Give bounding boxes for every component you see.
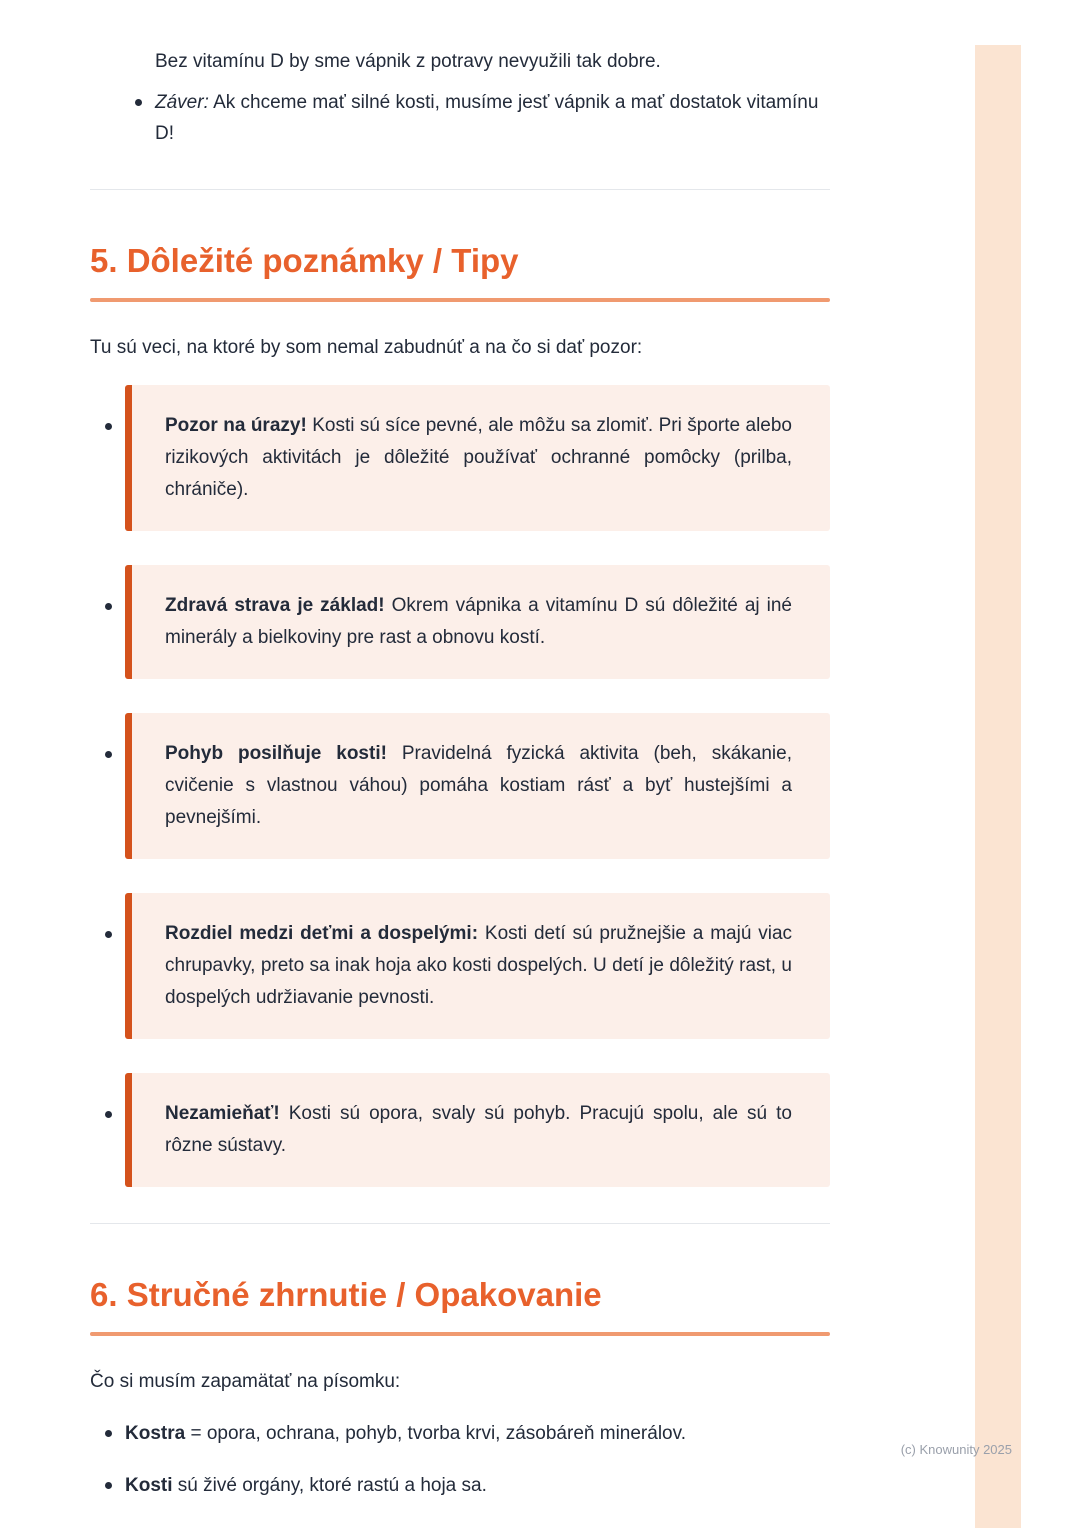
- zaver-text: Ak chceme mať silné kosti, musíme jesť vápnik a mať dostatok vitamínu D!: [155, 92, 819, 144]
- tip-callout-1: [90, 385, 830, 531]
- summary-text-2: [125, 1470, 830, 1501]
- tip-text-5: [165, 1098, 792, 1162]
- section-5-intro: Tu sú veci, na ktoré by som nemal zabudnúť a na čo si dať pozor:: [90, 337, 643, 358]
- summary-text-1: [125, 1418, 830, 1449]
- tip-body-4: Kosti detí sú pružnejšie a majú viac chrupavky, preto sa inak hoja ako kosti dospelých. U detí je dôležitý rast, u dospelých udržiavanie pevnosti.: [165, 923, 793, 1008]
- intro-list-item: [90, 87, 830, 149]
- bullet-dot: [135, 99, 142, 106]
- tip-box-2: [125, 565, 830, 679]
- tip-callout-4: [90, 893, 830, 1039]
- tip-text-1: [165, 410, 792, 506]
- tip-body-5: Kosti sú opora, svaly sú pohyb. Pracujú spolu, ale sú to rôzne sústavy.: [165, 1103, 792, 1156]
- zaver-label: Záver:: [155, 92, 209, 113]
- section-6-intro: Čo si musím zapamätať na písomku:: [90, 1371, 401, 1392]
- tip-lead-2: Zdravá strava je základ!: [165, 595, 385, 616]
- bullet-dot: [105, 931, 112, 938]
- summary-item-2: [90, 1470, 830, 1501]
- section-5-title: 5. Dôležité poznámky / Tipy: [90, 242, 519, 279]
- summary-body-1: = opora, ochrana, pohyb, tvorba krvi, zásobáreň minerálov.: [190, 1423, 686, 1444]
- bullet-dot: [105, 603, 112, 610]
- summary-lead-2: Kosti: [125, 1475, 173, 1496]
- tip-lead-1: Pozor na úrazy!: [165, 415, 307, 436]
- tip-text-2: [165, 590, 792, 654]
- tip-lead-4: Rozdiel medzi deťmi a dospelými:: [165, 923, 479, 944]
- tip-callout-5: [90, 1073, 830, 1187]
- side-accent-strip: [975, 45, 1021, 1528]
- heading-underline: [90, 298, 830, 302]
- tip-box-1: [125, 385, 830, 531]
- bullet-dot: [105, 1111, 112, 1118]
- bullet-dot: [105, 1482, 112, 1489]
- bullet-dot: [105, 1430, 112, 1437]
- tip-text-3: [165, 738, 792, 834]
- tips-list: [90, 385, 830, 1187]
- tip-callout-2: [90, 565, 830, 679]
- bullet-dot: [105, 423, 112, 430]
- tip-body-2: Okrem vápnika a vitamínu D sú dôležité aj iné minerály a bielkoviny pre rast a obnovu kostí.: [165, 595, 792, 648]
- tip-body-1: Kosti sú síce pevné, ale môžu sa zlomiť. Pri športe alebo rizikových aktivitách je dôležité používať ochranné pomôcky (prilba, chrániče).: [165, 415, 792, 500]
- tip-body-3: Pravidelná fyzická aktivita (beh, skákanie, cvičenie s vlastnou váhou) pomáha kostiam rásť a byť hustejšími a pevnejšími.: [165, 743, 793, 828]
- tip-callout-3: [90, 713, 830, 859]
- intro-continuation-line: Bez vitamínu D by sme vápnik z potravy nevyužili tak dobre.: [155, 51, 661, 72]
- section-divider: [90, 189, 830, 190]
- footer-credit: (c) Knowunity 2025: [900, 1442, 1012, 1457]
- tip-text-4: [165, 918, 792, 1014]
- summary-lead-1: Kostra: [125, 1423, 186, 1444]
- page-content: [90, 0, 830, 1501]
- tip-box-5: [125, 1073, 830, 1187]
- heading-underline: [90, 1332, 830, 1336]
- section-6-title: 6. Stručné zhrnutie / Opakovanie: [90, 1276, 602, 1313]
- summary-item-1: [90, 1418, 830, 1449]
- bullet-dot: [105, 751, 112, 758]
- tip-box-3: [125, 713, 830, 859]
- tip-lead-5: Nezamieňať!: [165, 1103, 280, 1124]
- section-divider: [90, 1223, 830, 1224]
- tip-lead-3: Pohyb posilňuje kosti!: [165, 743, 387, 764]
- summary-body-2: sú živé orgány, ktoré rastú a hoja sa.: [177, 1475, 487, 1496]
- intro-list-item-text: [155, 87, 830, 149]
- tip-box-4: [125, 893, 830, 1039]
